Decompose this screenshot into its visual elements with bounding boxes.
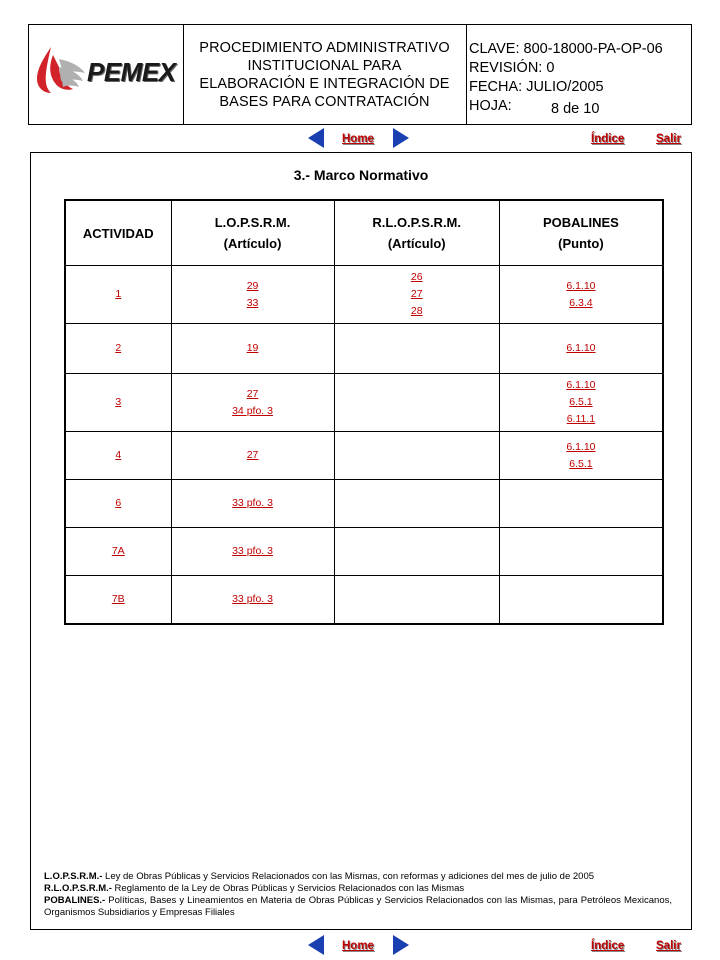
reference-link[interactable]: 33: [246, 296, 259, 309]
content-panel: [30, 152, 692, 930]
procedure-title: [183, 25, 467, 124]
lopsrm-cell: [171, 432, 334, 480]
actividad-cell: [65, 324, 171, 374]
footnote-rlopsrm: R.L.O.P.S.R.M.- Reglamento de la Ley de Obras Públicas y Servicios Relacionados con las Mismas: [44, 883, 465, 894]
arrow-right-icon[interactable]: [391, 934, 411, 956]
rlopsrm-cell: [334, 480, 499, 528]
pemex-eagle-icon: [37, 47, 85, 93]
footnote-lopsrm: L.O.P.S.R.M.- Ley de Obras Públicas y Servicios Relacionados con las Mismas, con reformas y adiciones del mes de julio de 2005: [44, 871, 595, 882]
footnote-pobalines: POBALINES.- Políticas, Bases y Lineamientos en Materia de Obras Públicas y Servicios Relacionados con las Mismas, para Petróleos Mexicanos, Organismos Subsidiarios y Empresas Filiales: [44, 895, 672, 918]
reference-link[interactable]: 19: [246, 342, 259, 354]
table-row: [65, 266, 663, 324]
pobalines-cell: [499, 374, 663, 432]
reference-link[interactable]: 7A: [111, 545, 125, 557]
document-info: [469, 25, 691, 124]
table-row: [65, 576, 663, 624]
lopsrm-cell: [171, 576, 334, 624]
lopsrm-cell: [171, 324, 334, 374]
title-line: ELABORACIÓN E INTEGRACIÓN DE: [199, 75, 450, 92]
rlopsrm-cell: [334, 266, 499, 324]
actividad-cell: [65, 432, 171, 480]
footnotes: [44, 871, 672, 919]
pobalines-cell: [499, 576, 663, 624]
reference-link[interactable]: 33 pfo. 3: [232, 545, 273, 557]
salir-link[interactable]: Salir: [656, 940, 681, 952]
reference-link[interactable]: 4: [115, 449, 122, 461]
reference-link[interactable]: 27: [246, 449, 259, 461]
col-header-actividad: ACTIVIDAD: [65, 200, 171, 266]
pobalines-cell: [499, 528, 663, 576]
reference-link[interactable]: 29: [246, 279, 259, 292]
reference-link[interactable]: 27: [246, 387, 259, 400]
salir-link[interactable]: Salir: [656, 133, 681, 145]
actividad-cell: [65, 266, 171, 324]
pobalines-cell: [499, 432, 663, 480]
title-line: INSTITUCIONAL PARA: [247, 57, 402, 74]
lopsrm-cell: [171, 480, 334, 528]
arrow-left-icon[interactable]: [306, 127, 326, 149]
lopsrm-cell: [171, 374, 334, 432]
table-row: [65, 324, 663, 374]
table-row: [65, 374, 663, 432]
col-header-pobalines: POBALINES (Punto): [499, 200, 663, 266]
rlopsrm-cell: [334, 576, 499, 624]
actividad-cell: [65, 528, 171, 576]
reference-link[interactable]: 6: [115, 497, 122, 509]
table-row: [65, 528, 663, 576]
revision-label: REVISIÓN: 0: [469, 60, 555, 76]
reference-link[interactable]: 6.1.10: [566, 279, 596, 292]
home-link[interactable]: Home: [342, 940, 374, 952]
reference-link[interactable]: 26: [410, 271, 423, 283]
reference-link[interactable]: 6.1.10: [566, 440, 596, 453]
indice-link[interactable]: Índice: [591, 940, 625, 952]
reference-link[interactable]: 6.1.10: [566, 342, 596, 354]
lopsrm-cell: [171, 266, 334, 324]
actividad-cell: [65, 480, 171, 528]
reference-link[interactable]: 3: [115, 396, 122, 408]
reference-link[interactable]: 6.5.1: [569, 396, 593, 408]
col-header-rlopsrm: R.L.O.P.S.R.M. (Artículo): [334, 200, 499, 266]
hoja-row: [469, 97, 691, 116]
reference-link[interactable]: 6.11.1: [566, 413, 596, 425]
fecha-label: FECHA: JULIO/2005: [469, 79, 604, 95]
rlopsrm-cell: [334, 432, 499, 480]
pobalines-cell: [499, 324, 663, 374]
arrow-right-icon[interactable]: [391, 127, 411, 149]
clave-label: CLAVE: 800-18000-PA-OP-06: [469, 41, 663, 57]
actividad-cell: [65, 374, 171, 432]
reference-link[interactable]: 6.3.4: [569, 296, 593, 309]
reference-link[interactable]: 33 pfo. 3: [232, 592, 273, 605]
section-title: 3.- Marco Normativo: [293, 167, 429, 183]
reference-link[interactable]: 6.1.10: [566, 379, 596, 391]
pobalines-cell: [499, 480, 663, 528]
lopsrm-cell: [171, 528, 334, 576]
arrow-left-icon[interactable]: [306, 934, 326, 956]
home-link[interactable]: Home: [342, 133, 374, 145]
reference-link[interactable]: 1: [115, 288, 122, 300]
marco-normativo-table: [64, 199, 664, 625]
indice-link[interactable]: Índice: [591, 133, 625, 145]
page-number: 8 de 10: [551, 101, 600, 117]
rlopsrm-cell: [334, 324, 499, 374]
reference-link[interactable]: 6.5.1: [569, 457, 593, 470]
logo-cell: [29, 25, 184, 124]
logo-wordmark: PEMEX: [87, 57, 176, 87]
hoja-label: HOJA:: [469, 98, 512, 114]
col-header-lopsrm: L.O.P.S.R.M. (Artículo): [171, 200, 334, 266]
reference-link[interactable]: 27: [410, 288, 423, 300]
rlopsrm-cell: [334, 374, 499, 432]
pobalines-cell: [499, 266, 663, 324]
reference-link[interactable]: 33 pfo. 3: [232, 497, 273, 509]
reference-link[interactable]: 7B: [111, 592, 125, 605]
table-row: [65, 480, 663, 528]
reference-link[interactable]: 34 pfo. 3: [232, 404, 273, 417]
title-line: BASES PARA CONTRATACIÓN: [219, 93, 430, 110]
top-nav: [0, 126, 720, 150]
table-header-row: [65, 200, 663, 266]
reference-link[interactable]: 28: [410, 305, 423, 317]
rlopsrm-cell: [334, 528, 499, 576]
title-line: PROCEDIMIENTO ADMINISTRATIVO: [199, 39, 450, 56]
table-row: [65, 432, 663, 480]
document-header: [28, 24, 692, 125]
reference-link[interactable]: 2: [115, 342, 122, 354]
actividad-cell: [65, 576, 171, 624]
bottom-nav: [0, 933, 720, 957]
